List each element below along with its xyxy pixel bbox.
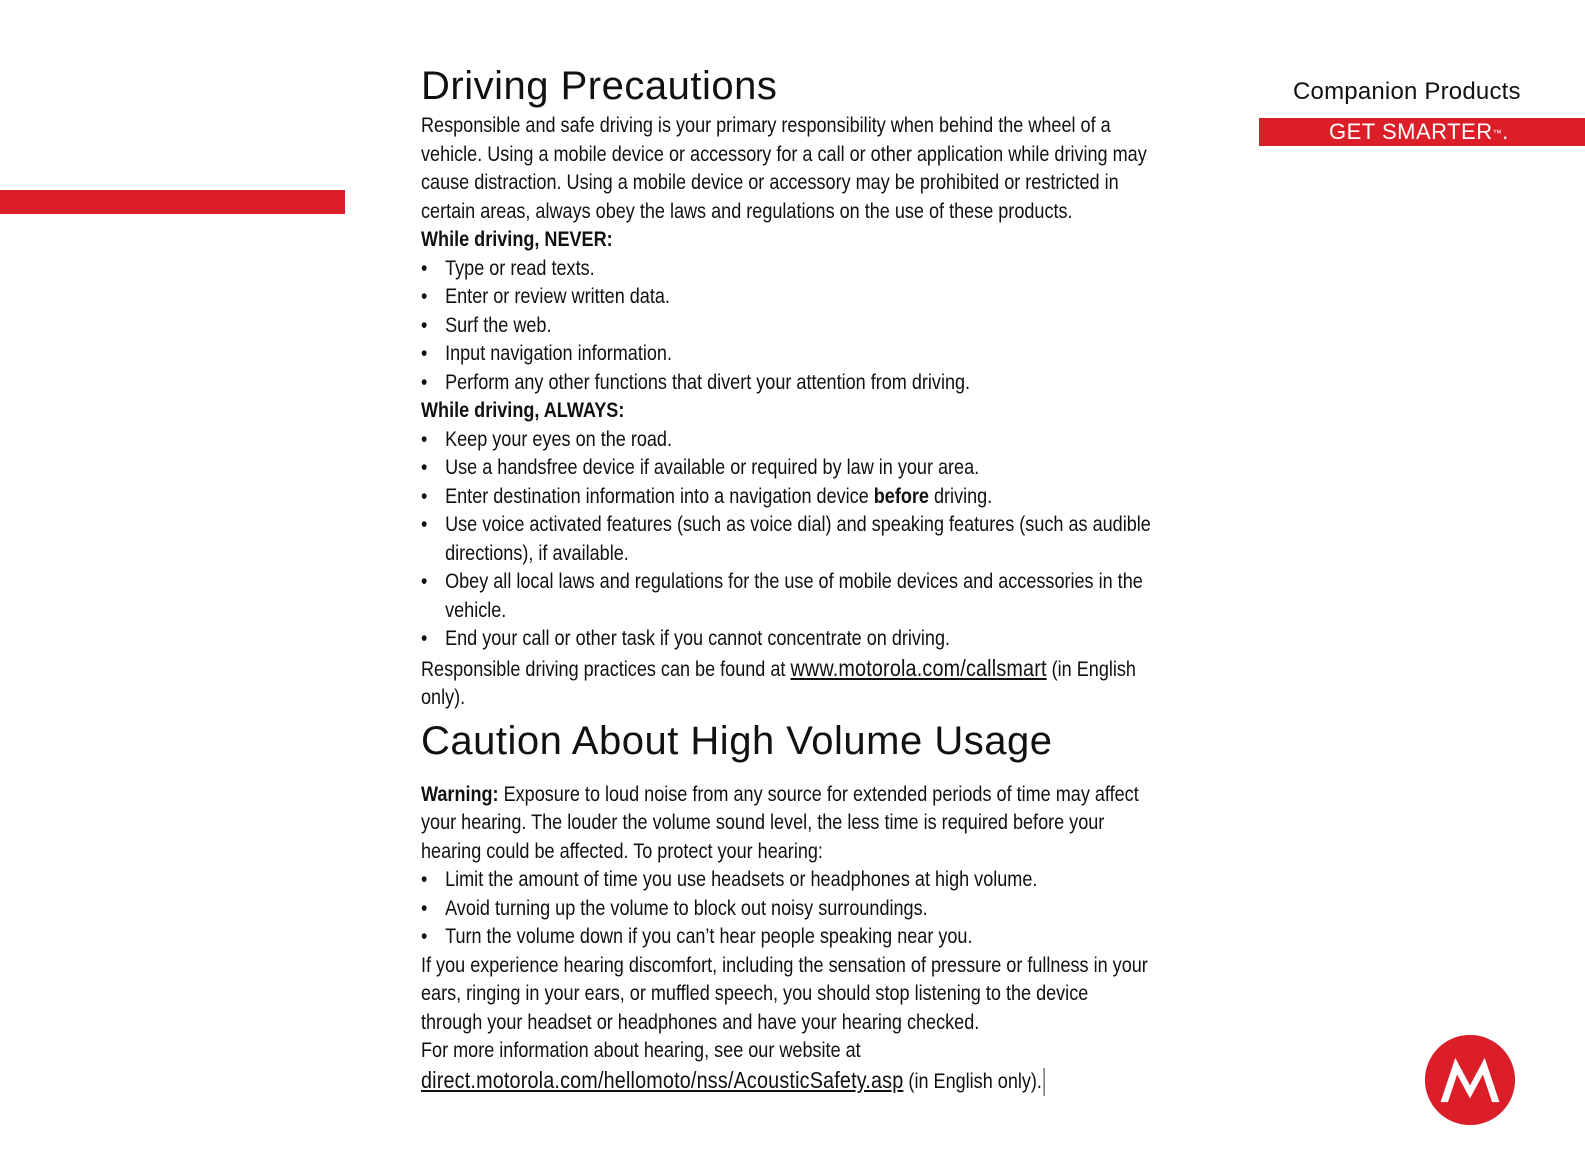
- motorola-logo-icon: [1424, 1034, 1516, 1126]
- always-heading: While driving, ALWAYS:: [421, 399, 625, 422]
- driving-intro: Responsible and safe driving is your primary responsibility when behind the wheel of a vehicle. Using a mobile device or accessory for a call or other application while driving may cause distraction. Using a mobile device or accessory may be prohibited or restricted in certain areas, always obey the laws and regulations on the use of these products.: [421, 114, 1147, 223]
- driving-title: Driving Precautions: [421, 64, 778, 108]
- list-item: • Limit the amount of time you use headsets or headphones at high volume.: [421, 866, 1152, 895]
- list-item: • Type or read texts.: [421, 255, 1152, 284]
- item-text: driving.: [928, 484, 993, 508]
- item-emphasis: before: [873, 484, 929, 508]
- page-content: [421, 60, 1181, 1096]
- volume-section: [421, 781, 1152, 1097]
- list-item: • Avoid turning up the volume to block out noisy surroundings.: [421, 895, 1152, 924]
- list-item: • Enter or review written data.: [421, 283, 1152, 312]
- list-item: • Obey all local laws and regulations for the use of mobile devices and accessories in the vehicle.: [421, 568, 1152, 625]
- list-item: • Use a handsfree device if available or required by law in your area.: [421, 454, 1152, 483]
- acoustic-safety-link[interactable]: direct.motorola.com/hellomoto/nss/AcousticSafety.asp: [421, 1066, 904, 1093]
- tagline-dot: .: [1502, 119, 1509, 144]
- volume-warning: [421, 781, 1152, 867]
- volume-list: [421, 866, 1152, 952]
- footer-text: Responsible driving practices can be found at: [421, 657, 791, 681]
- list-item: [421, 483, 1152, 512]
- list-item: • Turn the volume down if you can’t hear people speaking near you.: [421, 923, 1152, 952]
- volume-title: Caution About High Volume Usage: [421, 718, 1053, 763]
- callsmart-link[interactable]: www.motorola.com/callsmart: [790, 654, 1047, 681]
- list-item: • Input navigation information.: [421, 340, 1152, 369]
- acoustic-safety-line: [421, 1066, 1152, 1097]
- item-text: Enter destination information into a navigation device: [445, 484, 874, 508]
- warning-label: Warning:: [421, 782, 499, 806]
- text-cursor: [1044, 1068, 1045, 1096]
- more-info-text: For more information about hearing, see our website at: [421, 1039, 861, 1062]
- list-item: • Surf the web.: [421, 312, 1152, 341]
- list-item: • Use voice activated features (such as voice dial) and speaking features (such as audible directions), if available.: [421, 511, 1152, 568]
- list-item: • Keep your eyes on the road.: [421, 426, 1152, 455]
- discomfort-text: If you experience hearing discomfort, including the sensation of pressure or fullness in your ears, ringing in your ears, or muffled speech, you should stop listening to the device through your headset or headphones and have your hearing checked.: [421, 953, 1148, 1034]
- driving-section: [421, 112, 1152, 713]
- section-title: Companion Products: [1293, 78, 1521, 105]
- link-suffix: (in English only).: [903, 1069, 1042, 1093]
- never-list: [421, 255, 1152, 398]
- list-item: • Perform any other functions that divert your attention from driving.: [421, 369, 1152, 398]
- footer-text: (in English only).: [421, 657, 1136, 709]
- tagline-banner: [1259, 118, 1585, 146]
- list-item: • End your call or other task if you cannot concentrate on driving.: [421, 625, 1152, 654]
- driving-footer: [421, 654, 1152, 713]
- tagline-text: GET SMARTER: [1329, 119, 1493, 144]
- never-heading: While driving, NEVER:: [421, 228, 613, 251]
- trademark-mark: ™: [1492, 128, 1503, 138]
- warning-text: Exposure to loud noise from any source for extended periods of time may affect your hearing. The louder the volume sound level, the less time is required before your hearing could be affected. To protect your hearing:: [421, 782, 1139, 863]
- left-accent-bar: [0, 190, 345, 214]
- always-list: [421, 426, 1152, 654]
